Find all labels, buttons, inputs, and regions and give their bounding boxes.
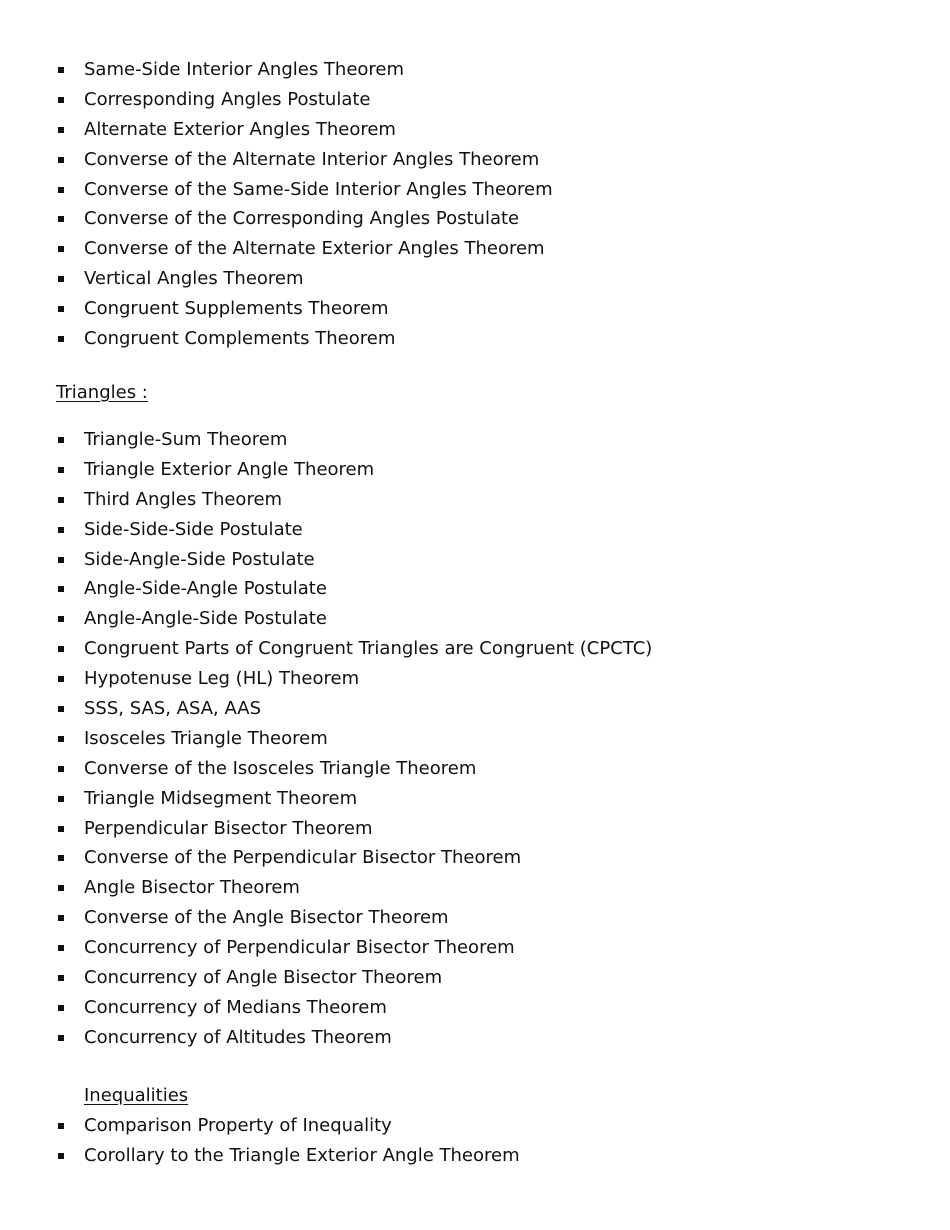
list-item	[56, 873, 876, 903]
list-item-text: Corresponding Angles Postulate	[84, 88, 371, 110]
list-item	[56, 485, 876, 515]
square-bullet-icon	[58, 646, 64, 652]
list-item-text: Concurrency of Medians Theorem	[84, 996, 387, 1018]
square-bullet-icon	[58, 736, 64, 742]
list-item	[56, 545, 876, 575]
list-item	[56, 234, 876, 264]
list-item	[56, 294, 876, 324]
list-item	[56, 1141, 876, 1171]
list-item	[56, 634, 876, 664]
square-bullet-icon	[58, 975, 64, 981]
list-item-text: Same-Side Interior Angles Theorem	[84, 59, 405, 80]
list-item	[56, 754, 876, 784]
list-item-text: Vertical Angles Theorem	[84, 268, 304, 290]
list-item	[56, 425, 876, 455]
inequalities-heading: Inequalities	[84, 1085, 189, 1106]
square-bullet-icon	[58, 616, 64, 622]
list-item-text: Angle Bisector Theorem	[84, 877, 300, 899]
square-bullet-icon	[58, 557, 64, 563]
square-bullet-icon	[58, 1005, 64, 1011]
list-item-text: Triangle-Sum Theorem	[84, 429, 288, 450]
list-item-text: Triangle Midsegment Theorem	[84, 787, 358, 809]
list-item-text: Concurrency of Perpendicular Bisector Theorem	[84, 937, 515, 959]
list-item	[56, 784, 876, 814]
list-item	[56, 85, 876, 115]
list-item-text: Isosceles Triangle Theorem	[84, 727, 328, 749]
list-item-text: Converse of the Alternate Exterior Angles Theorem	[84, 238, 545, 260]
list-item-text: Perpendicular Bisector Theorem	[84, 817, 373, 839]
square-bullet-icon	[58, 1035, 64, 1041]
square-bullet-icon	[58, 187, 64, 193]
list-item	[56, 264, 876, 294]
list-item	[56, 604, 876, 634]
list-item-text: Concurrency of Altitudes Theorem	[84, 1026, 392, 1048]
list-item	[56, 574, 876, 604]
square-bullet-icon	[58, 97, 64, 103]
square-bullet-icon	[58, 67, 64, 73]
square-bullet-icon	[58, 885, 64, 891]
inequalities-theorem-list	[56, 1111, 876, 1171]
triangles-theorem-list	[56, 425, 876, 1053]
list-item-text: Congruent Parts of Congruent Triangles are Congruent (CPCTC)	[84, 638, 653, 660]
list-item-text: Converse of the Isosceles Triangle Theorem	[84, 757, 477, 779]
list-item-text: SSS, SAS, ASA, AAS	[84, 698, 262, 720]
square-bullet-icon	[58, 586, 64, 592]
list-item-text: Converse of the Perpendicular Bisector Theorem	[84, 847, 522, 869]
list-item	[56, 814, 876, 844]
list-item-text: Congruent Complements Theorem	[84, 328, 396, 350]
square-bullet-icon	[58, 306, 64, 312]
square-bullet-icon	[58, 497, 64, 503]
list-item-text: Congruent Supplements Theorem	[84, 298, 389, 320]
square-bullet-icon	[58, 437, 64, 443]
square-bullet-icon	[58, 706, 64, 712]
list-item	[56, 515, 876, 545]
square-bullet-icon	[58, 1123, 64, 1129]
triangles-heading: Triangles :	[56, 382, 148, 403]
square-bullet-icon	[58, 676, 64, 682]
list-item	[56, 1111, 876, 1141]
square-bullet-icon	[58, 766, 64, 772]
square-bullet-icon	[58, 915, 64, 921]
list-item-text: Comparison Property of Inequality	[84, 1115, 392, 1136]
square-bullet-icon	[58, 246, 64, 252]
list-item-text: Angle-Angle-Side Postulate	[84, 608, 327, 630]
list-item-text: Concurrency of Angle Bisector Theorem	[84, 967, 443, 989]
list-item-text: Alternate Exterior Angles Theorem	[84, 118, 396, 140]
square-bullet-icon	[58, 527, 64, 533]
list-item	[56, 1023, 876, 1053]
square-bullet-icon	[58, 855, 64, 861]
list-item-text: Side-Angle-Side Postulate	[84, 548, 315, 570]
list-item	[56, 903, 876, 933]
list-item-text: Converse of the Corresponding Angles Postulate	[84, 208, 520, 230]
angles-theorem-list	[56, 55, 876, 354]
list-item	[56, 455, 876, 485]
list-item-text: Converse of the Same-Side Interior Angles Theorem	[84, 178, 553, 200]
list-item-text: Angle-Side-Angle Postulate	[84, 578, 327, 600]
list-item-text: Side-Side-Side Postulate	[84, 518, 303, 540]
square-bullet-icon	[58, 1153, 64, 1159]
list-item-text: Third Angles Theorem	[84, 488, 283, 510]
list-item-text: Corollary to the Triangle Exterior Angle Theorem	[84, 1144, 520, 1166]
square-bullet-icon	[58, 216, 64, 222]
list-item	[56, 933, 876, 963]
list-item	[56, 993, 876, 1023]
square-bullet-icon	[58, 826, 64, 832]
square-bullet-icon	[58, 467, 64, 473]
list-item	[56, 115, 876, 145]
list-item	[56, 963, 876, 993]
square-bullet-icon	[58, 796, 64, 802]
list-item	[56, 843, 876, 873]
square-bullet-icon	[58, 945, 64, 951]
list-item	[56, 175, 876, 205]
list-item-text: Converse of the Angle Bisector Theorem	[84, 907, 449, 929]
square-bullet-icon	[58, 127, 64, 133]
list-item	[56, 664, 876, 694]
list-item	[56, 724, 876, 754]
list-item	[56, 694, 876, 724]
list-item-text: Hypotenuse Leg (HL) Theorem	[84, 668, 360, 690]
square-bullet-icon	[58, 336, 64, 342]
list-item	[56, 55, 876, 85]
list-item	[56, 324, 876, 354]
square-bullet-icon	[58, 157, 64, 163]
list-item	[56, 145, 876, 175]
square-bullet-icon	[58, 276, 64, 282]
list-item-text: Triangle Exterior Angle Theorem	[84, 458, 375, 480]
list-item	[56, 204, 876, 234]
list-item-text: Converse of the Alternate Interior Angles Theorem	[84, 148, 540, 170]
